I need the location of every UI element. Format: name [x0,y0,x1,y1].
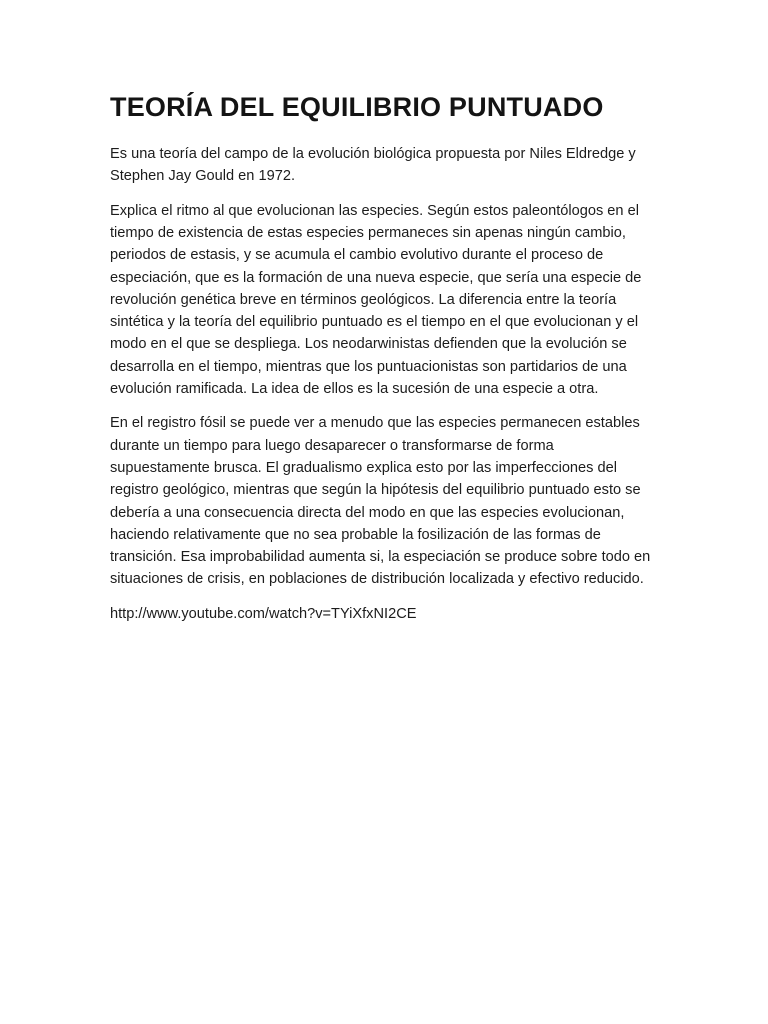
youtube-link[interactable]: http://www.youtube.com/watch?v=TYiXfxNI2CE [110,605,417,622]
paragraph-intro: Es una teoría del campo de la evolución biológica propuesta por Niles Eldredge y Stephen Jay Gould en 1972. [110,146,636,185]
paragraph-rhythm: Explica el ritmo al que evolucionan las especies. Según estos paleontólogos en el tiempo de existencia de estas especies permaneces sin apenas ningún cambio, periodos de estasis, y se acumula el cambio evolutivo durante el proceso de especiación, que es la formación de una nueva especie, que sería una especie de revolución genética breve en términos geológicos. La diferencia entre la teoría sintética y la teoría del equilibrio puntuado es el tiempo en el que evolucionan y el modo en el que se despliega. Los neodarwinistas defienden que la evolución se desarrolla en el tiempo, mientras que los puntuacionistas son partidarios de una evolución ramificada. La idea de ellos es la sucesión de una especie a otra. [110,202,642,398]
paragraph-fossil-record: En el registro fósil se puede ver a menudo que las especies permanecen estables durante un tiempo para luego desaparecer o transformarse de forma supuestamente brusca. El gradualismo explica esto por las imperfecciones del registro geológico, mientras que según la hipótesis del equilibrio puntuado esto se debería a una consecuencia directa del modo en que las especies evolucionan, haciendo relativamente que no sea probable la fosilización de las formas de transición. Esa improbabilidad aumenta si, la especiación se produce sobre todo en situaciones de crisis, en poblaciones de distribución localizada y efectivo reducido. [110,415,651,588]
page-title: TEORÍA DEL EQUILIBRIO PUNTUADO [110,92,604,122]
